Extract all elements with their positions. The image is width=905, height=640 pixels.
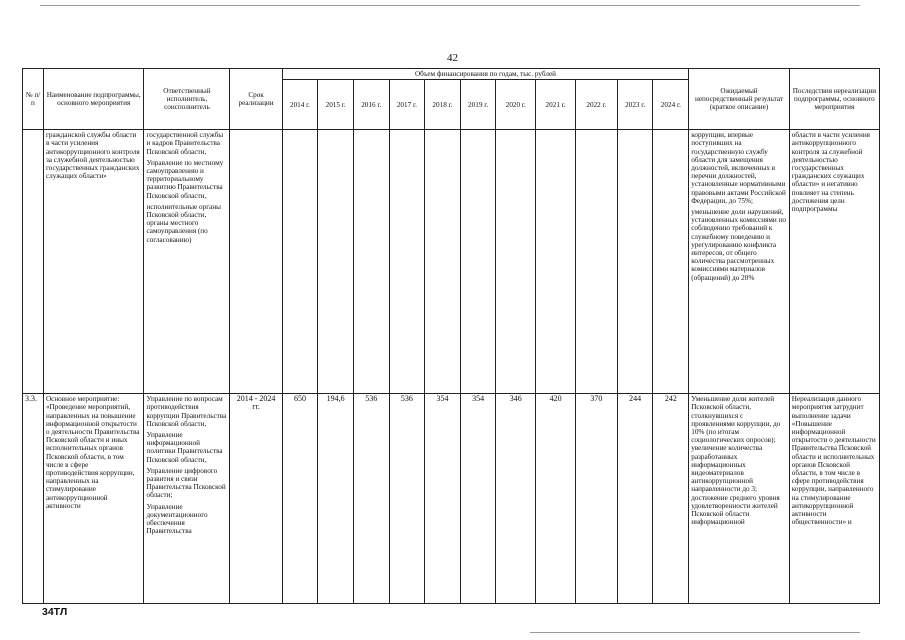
value-cell (460, 130, 496, 394)
value-cell (536, 130, 576, 394)
row-term-cell: 2014 - 2024 гг. (230, 394, 282, 604)
row-consequence-cell: области в части усиления антикоррупционного контроля за служебной деятельностью государственных гражданских служащих области» и негативно повлияет на степень достижения цели подпрограммы (789, 130, 879, 394)
row-executor-cell (144, 394, 230, 604)
value-cell (496, 130, 536, 394)
year-header: 2021 г. (536, 80, 576, 130)
value-cell (389, 130, 425, 394)
header-funding: Объем финансирования по годам, тыс. рублей (282, 69, 689, 80)
row-name-cell: гражданской службы области в части усиления антикоррупционного контроля за служебной деятельностью государственных гражданских служащих области» (43, 130, 144, 394)
executor-item: Управление по вопросам противодействия коррупции Правительства Псковской области, (146, 395, 227, 428)
value-cell (617, 130, 653, 394)
year-header: 2024 г. (653, 80, 689, 130)
value-cell (575, 130, 617, 394)
program-table (22, 68, 880, 604)
scan-artifact-top (40, 5, 860, 6)
header-name: Наименование подпрограммы, основного мероприятия (43, 69, 144, 130)
table-header-row (23, 69, 880, 80)
executor-item: Управление цифрового развития и связи Правительства Псковской области; (146, 466, 226, 500)
row-executor-cell (144, 130, 230, 394)
result-item: коррупции, впервые поступивших на государственную службу области для замещения должностей, включенных в перечни должностей, установленные нормативными правовыми актами Российской Федерации, до 75%; (691, 131, 786, 205)
table-row (23, 394, 880, 604)
year-header: 2023 г. (617, 80, 653, 130)
value-cell (425, 130, 461, 394)
row-number-cell (23, 130, 44, 394)
header-term: Срок реализации (230, 69, 282, 130)
year-header: 2018 г. (425, 80, 461, 130)
row-consequence-cell: Нереализация данного мероприятия затруднит выполнение задачи «Повышение информационной открытости о деятельности Правительства Псковской области и исполнительных органов Псковской области, в том числе в сфере противодействия коррупции, направленного на стимулирование антикоррупционной активности общественности» и (789, 394, 879, 604)
value-cell: 244 (617, 394, 653, 604)
header-consequences: Последствия нереализации подпрограммы, основного мероприятия (789, 69, 879, 130)
executor-item: Управление информационной политики Правительства Псковской области, (146, 431, 223, 464)
executor-item: Управление документационного обеспечения Правительства (146, 502, 208, 536)
year-header: 2015 г. (318, 80, 354, 130)
value-cell: 194,6 (318, 394, 354, 604)
row-result-cell (689, 130, 790, 394)
page-number: 42 (447, 52, 458, 64)
value-cell: 536 (353, 394, 389, 604)
value-cell (653, 130, 689, 394)
value-cell: 346 (496, 394, 536, 604)
value-cell: 370 (575, 394, 617, 604)
header-result: Ожидаемый непосредственный результат (краткое описание) (689, 69, 790, 130)
year-header: 2019 г. (460, 80, 496, 130)
value-cell: 242 (653, 394, 689, 604)
year-header: 2020 г. (496, 80, 536, 130)
value-cell (318, 130, 354, 394)
result-item: уменьшение доли нарушений, установленных комиссиями по соблюдению требований к служебному поведению и урегулированию конфликта интересов, от общего количества рассмотренных комиссиями материалов (обращений) до 20% (691, 208, 787, 282)
value-cell (353, 130, 389, 394)
table-row (23, 130, 880, 394)
value-cell: 420 (536, 394, 576, 604)
value-cell: 354 (425, 394, 461, 604)
header-number: № п/п (23, 69, 44, 130)
year-header: 2017 г. (389, 80, 425, 130)
row-term-cell (230, 130, 282, 394)
footer-code: 34ТЛ (42, 606, 68, 618)
year-header: 2022 г. (575, 80, 617, 130)
row-number-cell: 3.3. (23, 394, 44, 604)
executor-item: исполнительные органы Псковской области, органы местного самоуправления (по согласованию) (146, 202, 222, 244)
value-cell: 650 (282, 394, 318, 604)
row-name-cell: Основное мероприятие: «Проведение мероприятий, направленных на повышение информационной открытости о деятельности Правительства Псковской области и иных исполнительных органов Псковской области, в том числе в сфере противодействия коррупции, направленных на стимулирование антикоррупционной активности (43, 394, 144, 604)
value-cell: 536 (389, 394, 425, 604)
scan-artifact-bottom (530, 632, 860, 633)
executor-item: Управление по местному самоуправлению и территориальному развитию Правительства Псковской области, (146, 158, 224, 200)
executor-item: государственной службы и кадров Правительства Псковской области, (146, 131, 224, 156)
year-header: 2016 г. (353, 80, 389, 130)
year-header: 2014 г. (282, 80, 318, 130)
row-result-cell: Уменьшение доли жителей Псковской области, столкнувшихся с проявлениями коррупции, до 10% (по итогам социологических опросов); увеличение количества разработанных информационных видеоматериалов антикоррупционной направленности до 3; достижение среднего уровня удовлетворенности жителей Псковской области информационной (689, 394, 790, 604)
value-cell: 354 (460, 394, 496, 604)
value-cell (282, 130, 318, 394)
header-executor: Ответственный исполнитель, соисполнитель (144, 69, 230, 130)
